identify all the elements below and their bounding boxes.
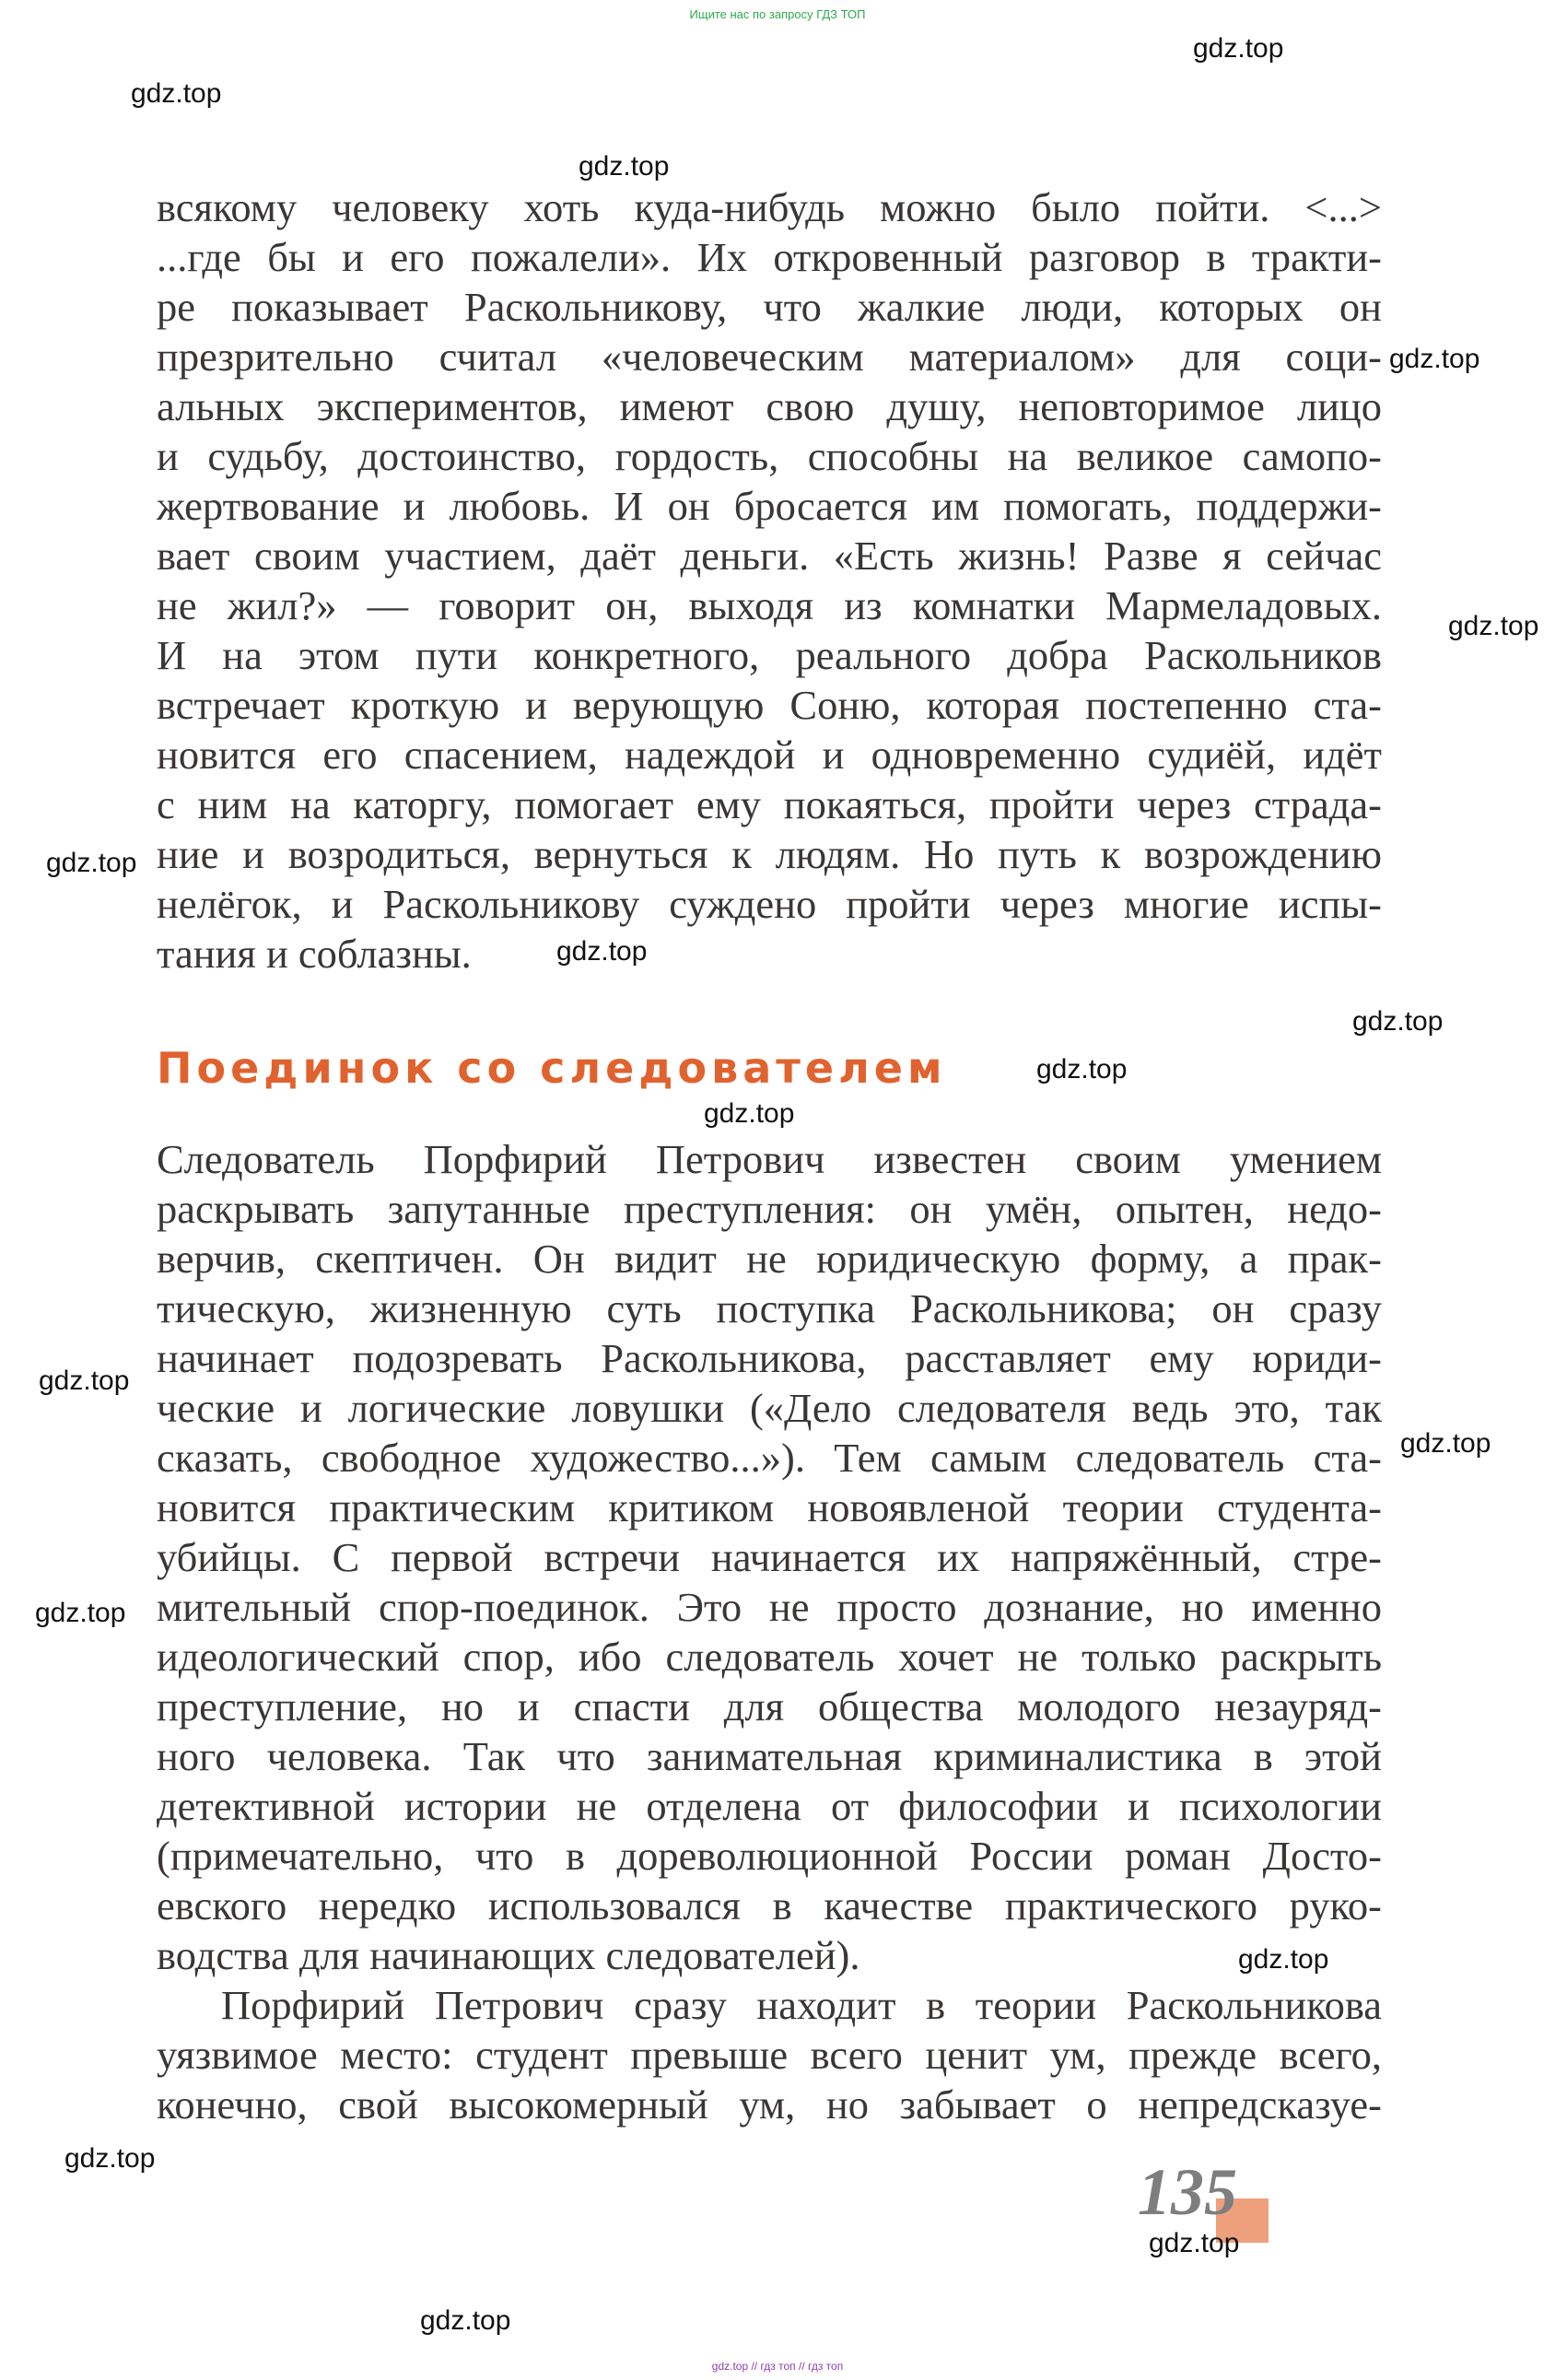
text-line: не жил?» — говорит он, выходя из комнатки Мармеладовых.	[157, 582, 1382, 628]
text-line: верчив, скептичен. Он видит не юридическую форму, а прак-	[157, 1236, 1382, 1282]
text-line: с ним на каторгу, помогает ему покаяться, пройти через страда-	[157, 781, 1382, 827]
text-line: детективной истории не отделена от философии и психологии	[157, 1783, 1382, 1829]
watermark: gdz.top	[704, 1098, 795, 1129]
watermark: gdz.top	[1389, 344, 1480, 374]
watermark: gdz.top	[579, 151, 670, 182]
text-line: конечно, свой высокомерный ум, но забывает о непредсказуе-	[157, 2081, 1382, 2128]
text-line: ...где бы и его пожалели». Их откровенный разговор в тракти-	[157, 234, 1382, 280]
watermark: gdz.top	[1036, 1054, 1128, 1084]
text-line: преступление, но и спасти для общества молодого незауряд-	[157, 1683, 1382, 1729]
text-line: раскрывать запутанные преступления: он умён, опытен, недо-	[157, 1186, 1382, 1232]
text-line: уязвимое место: студент превыше всего ценит ум, прежде всего,	[157, 2032, 1382, 2078]
text-line: начинает подозревать Раскольникова, расставляет ему юриди-	[157, 1335, 1382, 1381]
text-line: И на этом пути конкретного, реального добра Раскольников	[157, 632, 1382, 678]
text-line: тическую, жизненную суть поступка Раскольникова; он сразу	[157, 1285, 1382, 1331]
text-line: нелёгок, и Раскольникову суждено пройти через многие испы-	[157, 881, 1382, 927]
text-line: мительный спор-поединок. Это не просто дознание, но именно	[157, 1584, 1382, 1630]
text-line: сказать, свободное художество...»). Тем самым следователь ста-	[157, 1435, 1382, 1481]
watermark: gdz.top	[1238, 1944, 1329, 1975]
watermark: gdz.top	[556, 936, 648, 967]
top-banner: Ищите нас по запросу ГДЗ ТОП	[689, 7, 866, 21]
watermark: gdz.top	[1352, 1006, 1444, 1037]
text-line: Порфирий Петрович сразу находит в теории Раскольникова	[221, 1982, 1382, 2028]
watermark: gdz.top	[131, 78, 222, 109]
watermark: gdz.top	[35, 1598, 126, 1628]
text-line: Следователь Порфирий Петрович известен своим умением	[157, 1136, 1382, 1182]
text-line: убийцы. С первой встречи начинается их напряжённый, стре-	[157, 1534, 1382, 1580]
text-line: и судьбу, достоинство, гордость, способны на великое самопо-	[157, 433, 1382, 479]
text-line: евского нередко использовался в качестве практического руко-	[157, 1882, 1382, 1929]
watermark: gdz.top	[1193, 33, 1284, 64]
page-number: 135	[1138, 2155, 1237, 2229]
text-line: новится его спасением, надеждой и одновременно судиёй, идёт	[157, 732, 1382, 778]
bottom-banner: gdz.top // гдз топ // гдз топ	[711, 2360, 844, 2373]
text-line: ного человека. Так что занимательная криминалистика в этой	[157, 1733, 1382, 1779]
text-line: ние и возродиться, вернуться к людям. Но путь к возрождению	[157, 831, 1382, 877]
watermark: gdz.top	[1149, 2228, 1240, 2258]
text-line: альных экспериментов, имеют свою душу, неповторимое лицо	[157, 383, 1382, 429]
text-line: ческие и логические ловушки («Дело следователя ведь это, так	[157, 1385, 1382, 1431]
text-line: идеологический спор, ибо следователь хочет не только раскрыть	[157, 1634, 1382, 1680]
text-line: (примечательно, что в дореволюционной России роман Досто-	[157, 1833, 1382, 1879]
text-line: ре показывает Раскольникову, что жалкие люди, которых он	[157, 284, 1382, 330]
text-line: новится практическим критиком новоявленой теории студента-	[157, 1484, 1382, 1530]
section-heading: Поединок со следователем	[157, 1043, 947, 1093]
watermark: gdz.top	[1400, 1428, 1491, 1459]
text-line: вает своим участием, даёт деньги. «Есть жизнь! Разве я сейчас	[157, 533, 1382, 579]
watermark: gdz.top	[39, 1366, 130, 1396]
watermark: gdz.top	[64, 2143, 156, 2174]
watermark: gdz.top	[1448, 611, 1539, 641]
text-line: презрительно считал «человеческим материалом» для соци-	[157, 334, 1382, 380]
text-line: водства для начинающих следователей).	[157, 1932, 860, 1978]
text-line: встречает кроткую и верующую Соню, которая постепенно ста-	[157, 682, 1382, 728]
watermark: gdz.top	[46, 848, 137, 878]
text-line: жертвование и любовь. И он бросается им помогать, поддержи-	[157, 483, 1382, 529]
text-line: всякому человеку хоть куда-нибудь можно было пойти. <...>	[157, 184, 1382, 230]
watermark: gdz.top	[420, 2305, 511, 2336]
text-line: тания и соблазны.	[157, 931, 472, 977]
